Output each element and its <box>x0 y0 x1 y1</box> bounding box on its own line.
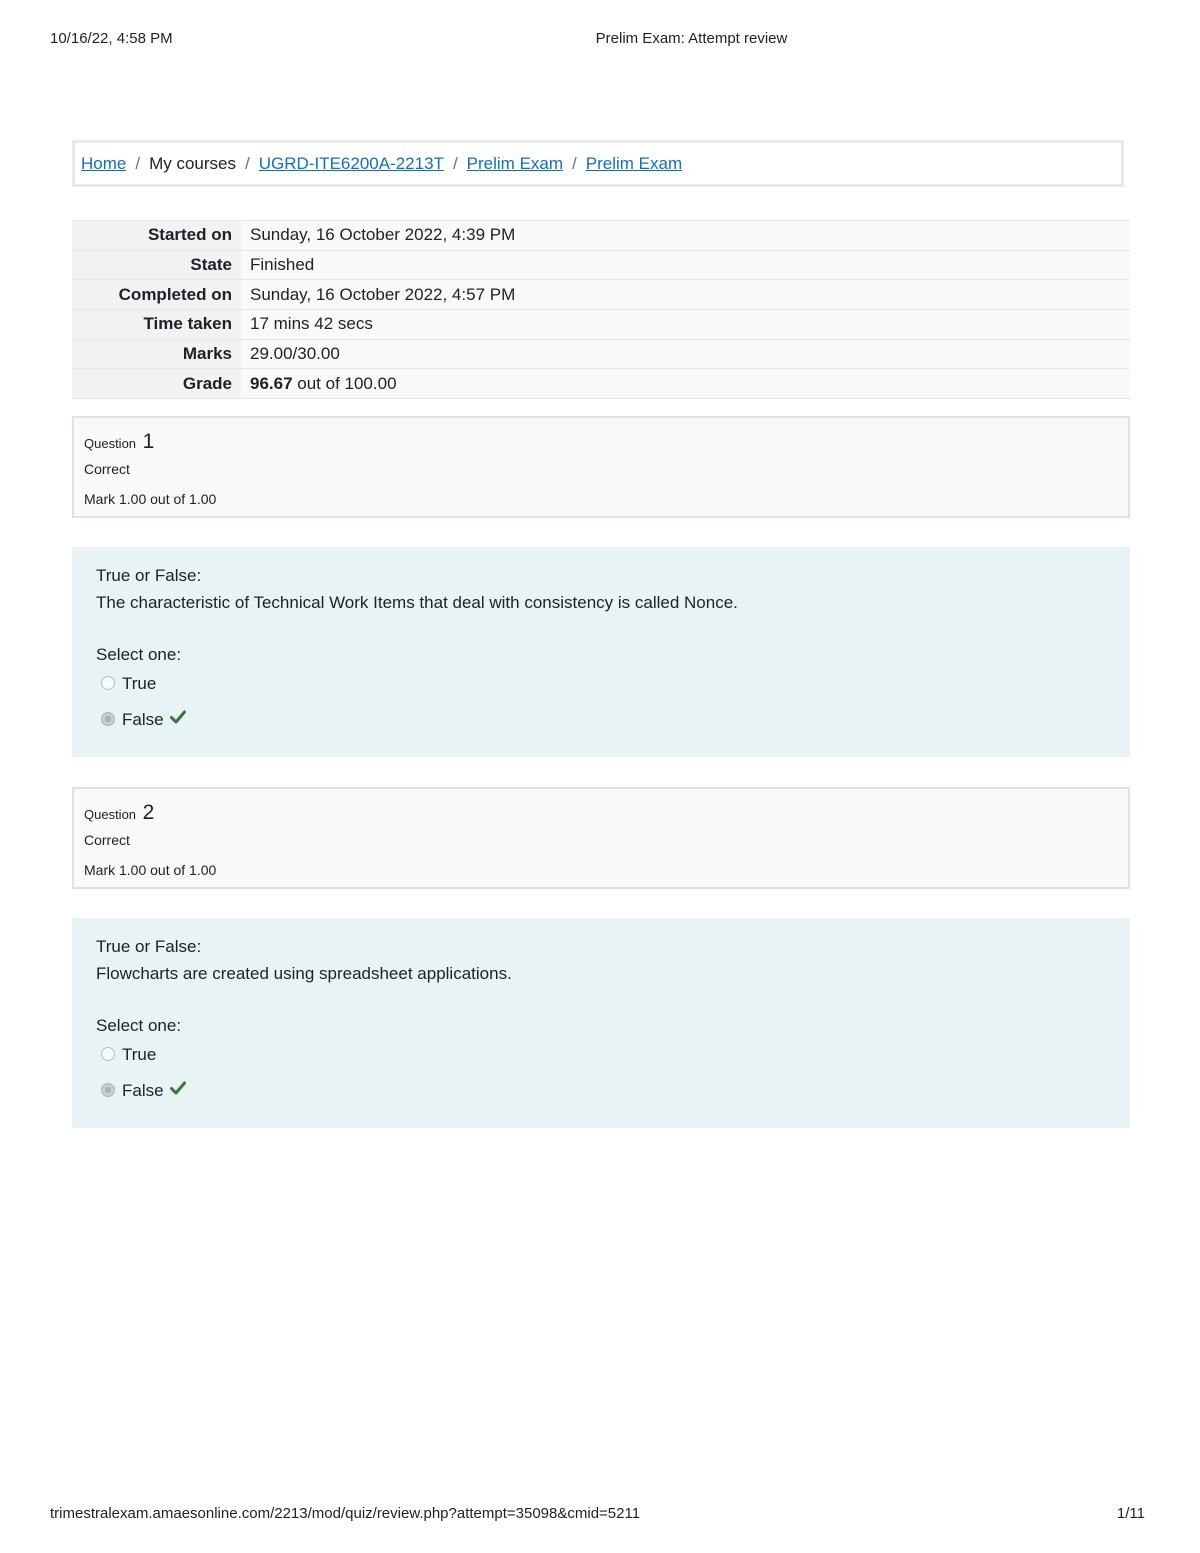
summary-row-grade <box>72 369 1130 399</box>
print-footer <box>50 1505 1145 1525</box>
question-2-content <box>72 918 1130 1128</box>
option-label: False <box>122 1081 164 1100</box>
question-number-value: 1 <box>142 430 155 453</box>
breadcrumb-quiz-link[interactable]: Prelim Exam <box>585 154 683 173</box>
question-2-info <box>72 787 1130 889</box>
question-text: The characteristic of Technical Work Items that deal with consistency is called Nonce. <box>96 593 738 612</box>
select-one-prompt: Select one: <box>96 645 182 664</box>
question-number <box>84 801 154 825</box>
radio-icon[interactable] <box>101 1083 115 1097</box>
option-label: True <box>122 674 157 693</box>
print-header <box>50 30 1145 50</box>
summary-row-marks <box>72 339 1130 369</box>
breadcrumb-separator: / <box>572 154 577 173</box>
breadcrumb-separator: / <box>135 154 141 173</box>
breadcrumb-section-link[interactable]: Prelim Exam <box>466 154 564 173</box>
breadcrumb-course-link[interactable]: UGRD-ITE6200A-2213T <box>258 154 444 173</box>
summary-row-time-taken <box>72 310 1130 340</box>
summary-value: 29.00/30.00 <box>241 339 1130 369</box>
breadcrumb-my-courses: My courses <box>149 154 237 173</box>
print-page-number: 1/11 <box>1116 1505 1145 1522</box>
question-label: Question <box>84 807 137 822</box>
summary-row-started-on <box>72 221 1130 251</box>
summary-label: State <box>72 250 241 280</box>
question-1-content <box>72 547 1130 757</box>
breadcrumb-home-link[interactable]: Home <box>81 154 127 173</box>
summary-value: Sunday, 16 October 2022, 4:57 PM <box>241 280 1130 310</box>
summary-value <box>241 369 1130 399</box>
option-false[interactable] <box>101 1080 186 1102</box>
check-icon <box>170 708 186 730</box>
question-grade: Mark 1.00 out of 1.00 <box>84 491 217 507</box>
question-state: Correct <box>84 832 130 848</box>
grade-out-of: out of 100.00 <box>292 373 397 393</box>
option-label: True <box>122 1045 157 1064</box>
radio-icon[interactable] <box>101 676 115 690</box>
question-number-value: 2 <box>142 801 155 824</box>
question-label: Question <box>84 436 137 451</box>
summary-value: 17 mins 42 secs <box>241 310 1130 340</box>
option-true[interactable] <box>101 1044 156 1066</box>
summary-label: Grade <box>72 369 241 399</box>
question-state: Correct <box>84 461 130 477</box>
summary-label: Started on <box>72 221 241 251</box>
print-page-title: Prelim Exam: Attempt review <box>595 30 788 47</box>
summary-label: Completed on <box>72 280 241 310</box>
select-one-prompt: Select one: <box>96 1016 182 1035</box>
grade-score: 96.67 <box>250 373 293 393</box>
question-text: Flowcharts are created using spreadsheet applications. <box>96 964 512 983</box>
question-1-info <box>72 416 1130 518</box>
summary-label: Marks <box>72 339 241 369</box>
print-datetime: 10/16/22, 4:58 PM <box>50 30 173 47</box>
option-label: False <box>122 710 164 729</box>
summary-row-completed-on <box>72 280 1130 310</box>
summary-label: Time taken <box>72 310 241 340</box>
radio-icon[interactable] <box>101 712 115 726</box>
question-type-text: True or False: <box>96 937 202 956</box>
attempt-summary-table <box>72 220 1130 399</box>
summary-row-state <box>72 250 1130 280</box>
breadcrumb <box>72 140 1124 187</box>
summary-value: Finished <box>241 250 1130 280</box>
option-true[interactable] <box>101 673 156 695</box>
check-icon <box>170 1079 186 1101</box>
breadcrumb-separator: / <box>245 154 250 173</box>
question-number <box>84 430 154 454</box>
radio-icon[interactable] <box>101 1047 115 1061</box>
question-grade: Mark 1.00 out of 1.00 <box>84 862 217 878</box>
question-type-text: True or False: <box>96 566 202 585</box>
breadcrumb-separator: / <box>452 154 458 173</box>
option-false[interactable] <box>101 709 186 731</box>
print-url: trimestralexam.amaesonline.com/2213/mod/quiz/review.php?attempt=35098&cmid=5211 <box>50 1505 641 1522</box>
summary-value: Sunday, 16 October 2022, 4:39 PM <box>241 221 1130 251</box>
